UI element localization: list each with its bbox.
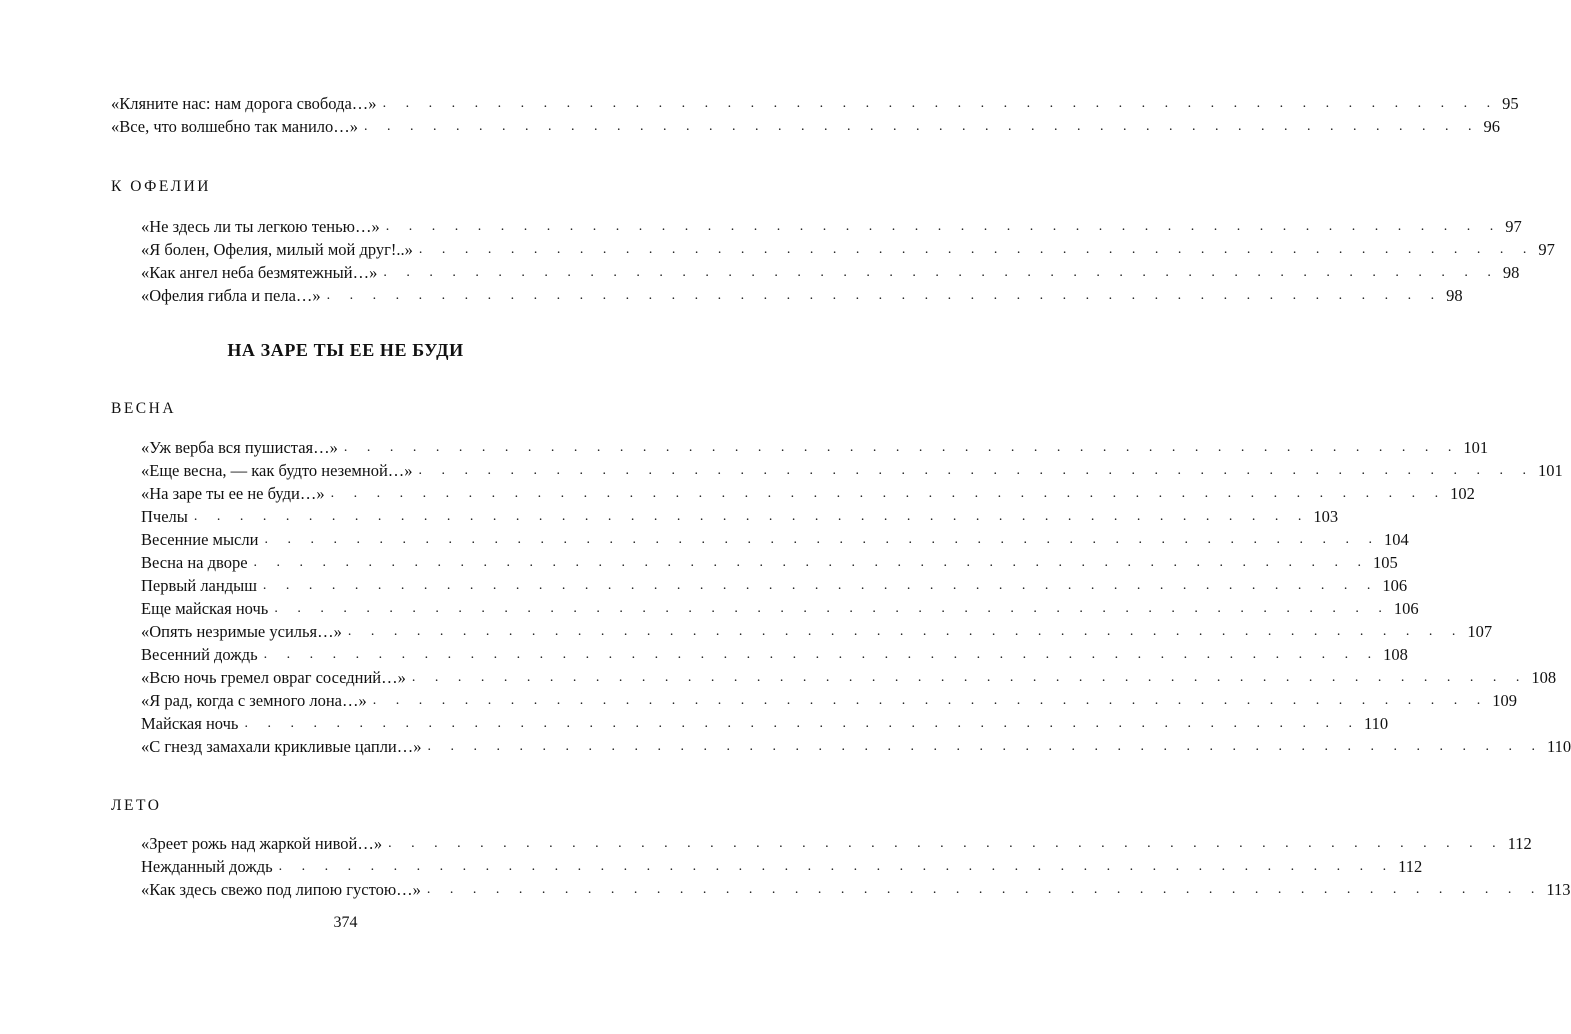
toc-entry [141, 285, 1463, 307]
toc-entry [141, 644, 1408, 666]
toc-entry-title: «Я болен, Офелия, милый мой друг!..» [141, 240, 413, 259]
toc-entry-title: Весенний дождь [141, 645, 258, 664]
toc-entry [141, 483, 1475, 505]
toc-leader-dots: . . . . . . . . . . . . . . . . . . . . . . . . . . . . . . . . . . . . . . . . . . . . . . . . . [244, 716, 1360, 731]
toc-entry-title: Весенние мысли [141, 530, 259, 549]
toc-entry-page: 97 [1505, 217, 1522, 236]
toc-leader-dots: . . . . . . . . . . . . . . . . . . . . . . . . . . . . . . . . . . . . . . . . . . . . . . . . . [330, 486, 1447, 501]
toc-entry-page: 110 [1547, 737, 1571, 756]
toc-entry-page: 95 [1502, 94, 1519, 113]
toc-entry-title: «Как здесь свежо под липою густою…» [141, 880, 421, 899]
toc-leader-dots: . . . . . . . . . . . . . . . . . . . . . . . . . . . . . . . . . . . . . . . . . . . . . . . . . [274, 601, 1390, 616]
toc-entry-title: Нежданный дождь [141, 857, 273, 876]
toc-entry-page: 113 [1546, 880, 1571, 899]
toc-entry [141, 506, 1339, 528]
toc-entry-page: 108 [1383, 645, 1408, 664]
toc-entry [141, 713, 1389, 735]
toc-entry-page: 102 [1450, 484, 1475, 503]
toc-entry-title: «Все, что волшебно так манило…» [111, 117, 359, 136]
toc-entry-page: 107 [1467, 622, 1493, 641]
toc-entry-title: Еще майская ночь [141, 599, 269, 618]
toc-entry-title: «Уж верба вся пушистая…» [141, 438, 338, 457]
toc-entry [141, 736, 1571, 758]
toc-entry-page: 112 [1398, 857, 1423, 876]
toc-leader-dots: . . . . . . . . . . . . . . . . . . . . . . . . . . . . . . . . . . . . . . . . . . . . . . . . . [411, 670, 1528, 685]
toc-entry-page: 101 [1463, 438, 1489, 457]
toc-entry [141, 879, 1571, 901]
toc-leader-dots: . . . . . . . . . . . . . . . . . . . . . . . . . . . . . . . . . . . . . . . . . . . . . . . . . [418, 242, 1535, 257]
toc-entry [111, 116, 1501, 138]
toc-leader-dots: . . . . . . . . . . . . . . . . . . . . . . . . . . . . . . . . . . . . . . . . . . . . . . . . . [193, 509, 1310, 524]
toc-leader-dots: . . . . . . . . . . . . . . . . . . . . . . . . . . . . . . . . . . . . . . . . . . . . . . . . . [263, 647, 1380, 662]
toc-entry [141, 621, 1493, 643]
toc-entry-title: «Опять незримые усилья…» [141, 622, 342, 641]
toc-leader-dots: . . . . . . . . . . . . . . . . . . . . . . . . . . . . . . . . . . . . . . . . . . . . . . . . . [347, 624, 1464, 639]
toc-entry-title: «Зреет рожь над жаркой нивой…» [141, 834, 383, 853]
toc-entry [141, 575, 1408, 597]
toc-entry-title: «Как ангел неба безмятежный…» [141, 263, 378, 282]
toc-entry-page: 106 [1382, 576, 1408, 595]
toc-leader-dots: . . . . . . . . . . . . . . . . . . . . . . . . . . . . . . . . . . . . . . . . . . . . . . . . . [264, 532, 1380, 547]
toc-leader-dots: . . . . . . . . . . . . . . . . . . . . . . . . . . . . . . . . . . . . . . . . . . . . . . . . . [364, 119, 1480, 134]
toc-leader-dots: . . . . . . . . . . . . . . . . . . . . . . . . . . . . . . . . . . . . . . . . . . . . . . . . . [418, 463, 1535, 478]
section-title: К ОФЕЛИИ [111, 178, 212, 195]
toc-entry [141, 598, 1419, 620]
page-number: 374 [333, 914, 358, 931]
toc-entry-page: 106 [1393, 599, 1419, 618]
toc-entry-title: Первый ландыш [141, 576, 257, 595]
toc-entry-title: «На заре ты ее не буди…» [141, 484, 325, 503]
toc-entry [141, 833, 1532, 855]
toc-leader-dots: . . . . . . . . . . . . . . . . . . . . . . . . . . . . . . . . . . . . . . . . . . . . . . . . . [372, 693, 1489, 708]
toc-entry [141, 552, 1398, 574]
toc-leader-dots: . . . . . . . . . . . . . . . . . . . . . . . . . . . . . . . . . . . . . . . . . . . . . . . . . [427, 739, 1544, 754]
toc-leader-dots: . . . . . . . . . . . . . . . . . . . . . . . . . . . . . . . . . . . . . . . . . . . . . . . . . [253, 555, 1370, 570]
toc-entry-page: 103 [1313, 507, 1339, 526]
toc-entry-page: 109 [1492, 691, 1517, 710]
toc-entry [141, 216, 1522, 238]
toc-leader-dots: . . . . . . . . . . . . . . . . . . . . . . . . . . . . . . . . . . . . . . . . . . . . . . . . . [426, 882, 1543, 897]
toc-entry-page: 112 [1507, 834, 1532, 853]
toc-entry-title: «Не здесь ли ты легкою тенью…» [141, 217, 380, 236]
toc-entry-page: 98 [1446, 286, 1463, 305]
part-heading: НА ЗАРЕ ТЫ ЕЕ НЕ БУДИ [227, 340, 464, 360]
toc-entry [141, 667, 1557, 689]
section-title: ВЕСНА [111, 400, 177, 417]
toc-entry [141, 529, 1409, 551]
toc-entry-title: «Всю ночь гремел овраг соседний…» [141, 668, 406, 687]
toc-leader-dots: . . . . . . . . . . . . . . . . . . . . . . . . . . . . . . . . . . . . . . . . . . . . . . . . . [278, 859, 1395, 874]
toc-entry [141, 460, 1563, 482]
toc-leader-dots: . . . . . . . . . . . . . . . . . . . . . . . . . . . . . . . . . . . . . . . . . . . . . . . . . [343, 440, 1460, 455]
toc-leader-dots: . . . . . . . . . . . . . . . . . . . . . . . . . . . . . . . . . . . . . . . . . . . . . . . . . [262, 578, 1379, 593]
toc-entry-page: 97 [1538, 240, 1555, 259]
toc-entry-title: «Еще весна, — как будто неземной…» [141, 461, 413, 480]
toc-leader-dots: . . . . . . . . . . . . . . . . . . . . . . . . . . . . . . . . . . . . . . . . . . . . . . . . . [388, 836, 1504, 851]
toc-entry [141, 437, 1489, 459]
toc-entry [141, 856, 1423, 878]
toc-leader-dots: . . . . . . . . . . . . . . . . . . . . . . . . . . . . . . . . . . . . . . . . . . . . . . . . . [326, 288, 1443, 303]
toc-entry-title: «С гнезд замахали крикливые цапли…» [141, 737, 422, 756]
toc-leader-dots: . . . . . . . . . . . . . . . . . . . . . . . . . . . . . . . . . . . . . . . . . . . . . . . . . [383, 265, 1499, 280]
toc-entry-page: 104 [1383, 530, 1409, 549]
toc-entry-title: Пчелы [141, 507, 188, 526]
toc-leader-dots: . . . . . . . . . . . . . . . . . . . . . . . . . . . . . . . . . . . . . . . . . . . . . . . . . [382, 96, 1499, 111]
toc-entry-page: 108 [1531, 668, 1557, 687]
toc-entry-title: «Кляните нас: нам дорога свобода…» [111, 94, 377, 113]
toc-entry [141, 239, 1555, 261]
toc-leader-dots: . . . . . . . . . . . . . . . . . . . . . . . . . . . . . . . . . . . . . . . . . . . . . . . . . [385, 219, 1502, 234]
toc-entry-title: «Офелия гибла и пела…» [141, 286, 321, 305]
toc-entry [141, 262, 1520, 284]
toc-entry-page: 110 [1363, 714, 1389, 733]
toc-entry [111, 93, 1519, 115]
toc-entry-title: Майская ночь [141, 714, 239, 733]
toc-entry-page: 105 [1373, 553, 1398, 572]
toc-entry [141, 690, 1517, 712]
section-title: ЛЕТО [111, 797, 162, 814]
toc-entry-title: Весна на дворе [141, 553, 248, 572]
toc-entry-page: 96 [1483, 117, 1501, 136]
toc-entry-page: 98 [1502, 263, 1520, 282]
toc-entry-title: «Я рад, когда с земного лона…» [141, 691, 367, 710]
toc-entry-page: 101 [1538, 461, 1563, 480]
